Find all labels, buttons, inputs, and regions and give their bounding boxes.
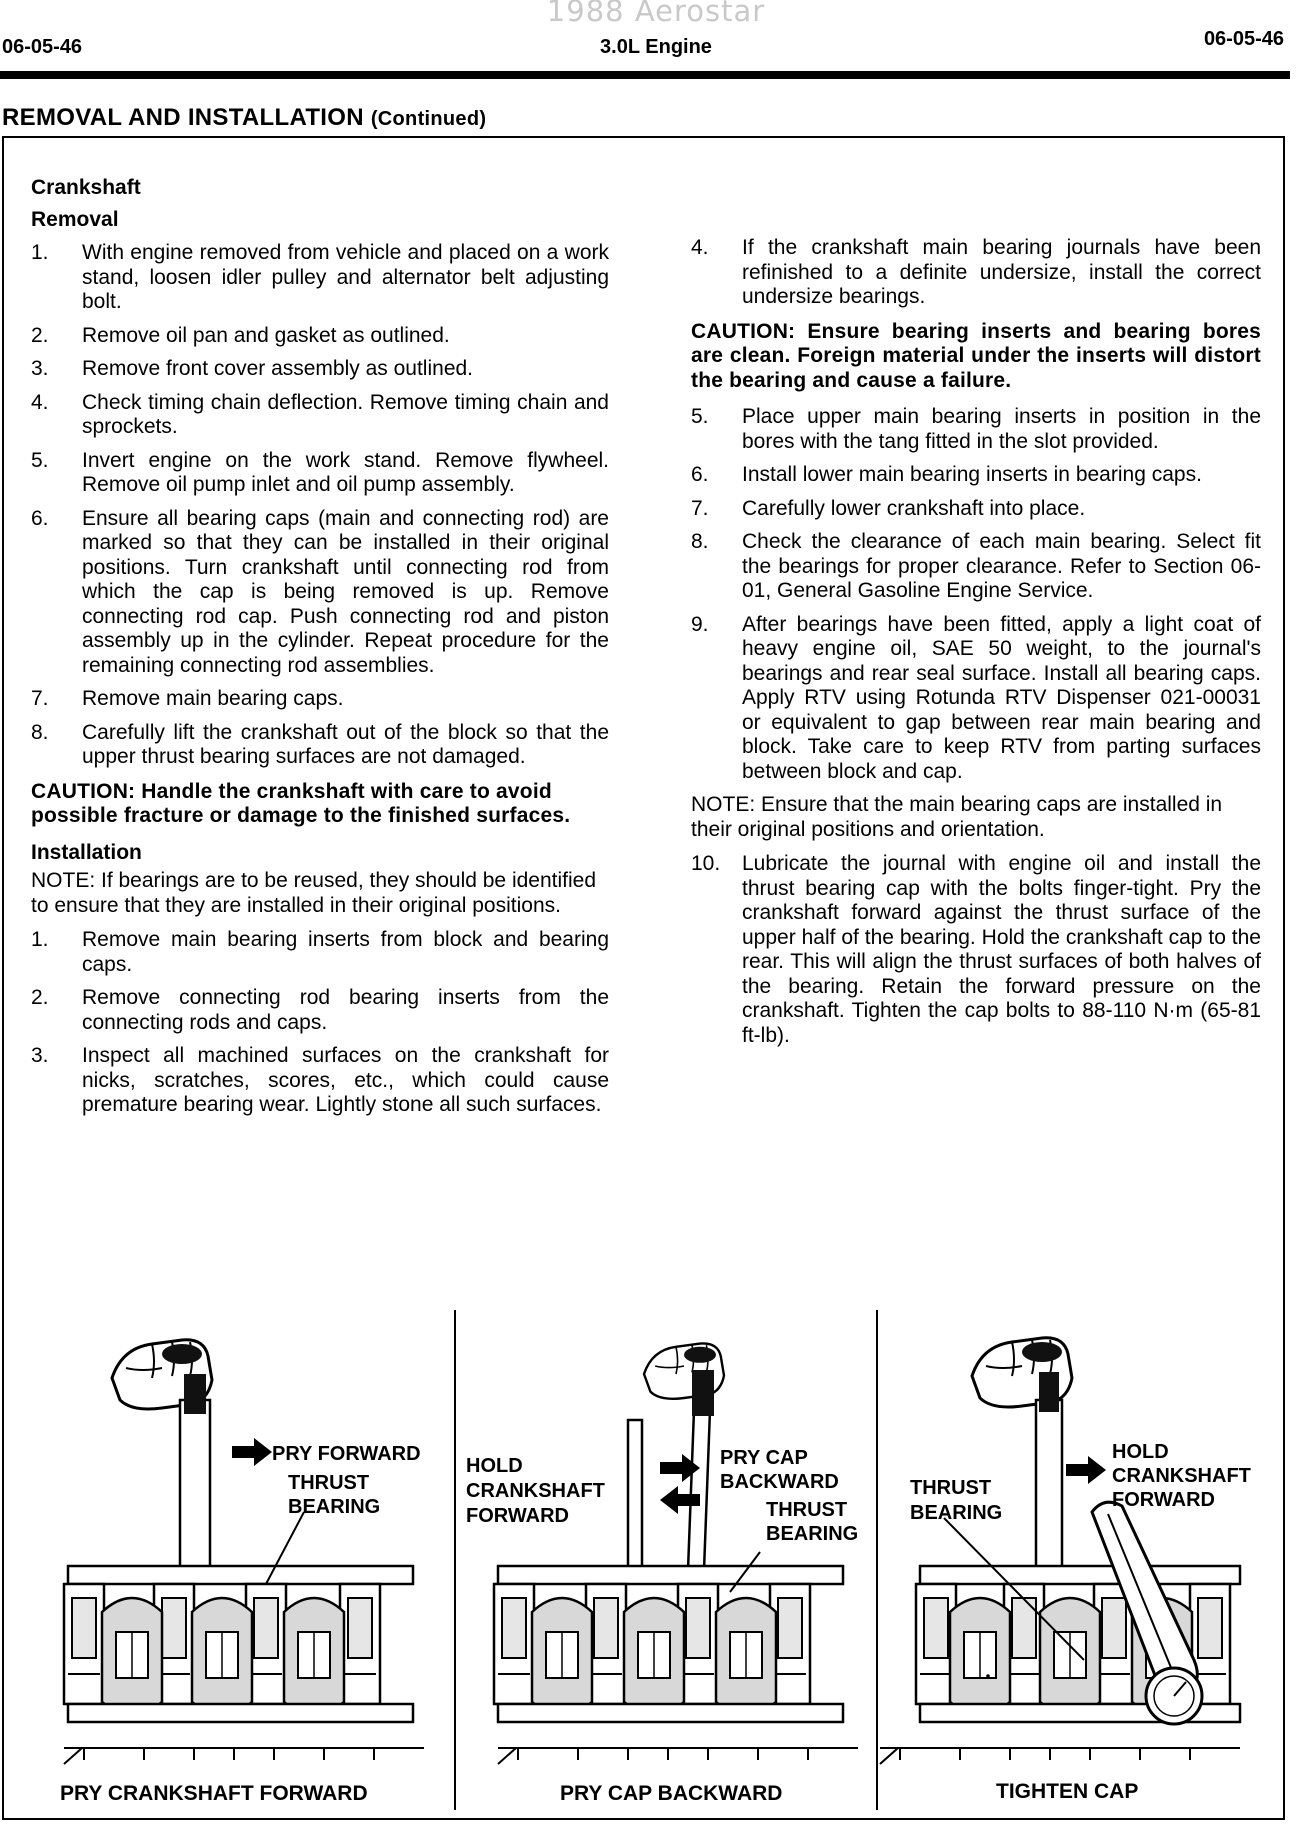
pry-bar-icon (688, 1410, 710, 1570)
step-text: Lubricate the journal with engine oil and install the thrust bearing cap with the bolts finger-tight. Pry the crankshaft forward against the thrust surface of the upper half of the bearing. Hold the crankshaft cap to the rear. This will align the thrust surfaces of both halves of the bearing. Retain the forward pressure on the crankshaft. Tighten the cap bolts to 88-110 N·m (65-81 ft-lb). (742, 852, 1261, 1047)
caption-tighten-cap: TIGHTEN CAP (996, 1780, 1139, 1803)
list-item (31, 986, 609, 1035)
list-item (691, 463, 1261, 488)
label-thrust: THRUST (766, 1499, 848, 1521)
ruler-icon (498, 1748, 858, 1764)
label-forward: FORWARD (466, 1505, 569, 1527)
removal-steps (31, 241, 609, 770)
step-number: 9. (691, 612, 709, 636)
label-hold: HOLD (466, 1455, 523, 1477)
list-item (691, 405, 1261, 454)
bar-handle-icon (184, 1374, 206, 1414)
list-item (31, 507, 609, 679)
bar-handle-icon (1039, 1372, 1059, 1412)
label-hold: HOLD (1112, 1441, 1169, 1463)
step-text: Remove connecting rod bearing inserts from the connecting rods and caps. (82, 986, 609, 1034)
step-4 (691, 236, 1261, 310)
step-text: Carefully lower crankshaft into place. (742, 496, 1086, 520)
list-item (31, 391, 609, 440)
step-text: Remove main bearing caps. (82, 687, 344, 710)
section-title (2, 104, 486, 132)
model-watermark: 1988 Aerostar (546, 0, 766, 28)
step-number: 3. (31, 1044, 49, 1067)
pry-bar-icon (1036, 1400, 1062, 1570)
ruler-icon (64, 1748, 424, 1764)
removal-heading: Removal (31, 207, 119, 231)
label-crankshaft: CRANKSHAFT (466, 1480, 605, 1502)
step-number: 8. (31, 720, 49, 744)
installation-steps (31, 928, 609, 1118)
step-text: Place upper main bearing inserts in position in the bores with the tang fitted in the slot provided. (742, 405, 1261, 453)
list-item (691, 236, 1261, 310)
ruler-icon (880, 1748, 1240, 1764)
step-text: Check timing chain deflection. Remove timing chain and sprockets. (82, 390, 609, 438)
step-number: 2. (31, 323, 49, 347)
figures-illustration (4, 1300, 1284, 1820)
step-text: Remove oil pan and gasket as outlined. (82, 323, 450, 347)
label-thrust: THRUST (288, 1472, 370, 1494)
pry-bar-icon (180, 1400, 210, 1570)
installation-heading: Installation (31, 840, 142, 864)
pry-bar-icon (628, 1420, 642, 1570)
page-number-left: 06-05-46 (2, 36, 83, 58)
list-item (31, 324, 609, 349)
step-text: Install lower main bearing inserts in bearing caps. (742, 463, 1202, 486)
label-crankshaft: CRANKSHAFT (1112, 1465, 1251, 1487)
step-text: After bearings have been fitted, apply a light coat of heavy engine oil, SAE 50 weight, to the journal's bearings and rear seal surface. Install all bearing caps. Apply RTV using Rotunda RTV Dispenser 021-00031 or equivalent to gap between rear main bearing and block. Take care to keep RTV from parting surfaces between block and cap. (742, 612, 1261, 783)
label-bearing: BEARING (910, 1502, 1003, 1524)
step-text: Remove front cover assembly as outlined. (82, 357, 474, 380)
label-backward: BACKWARD (720, 1471, 839, 1493)
list-item (691, 530, 1261, 604)
bar-handle-icon (692, 1370, 714, 1416)
figure-pry-crankshaft-forward (60, 1340, 424, 1805)
step-10 (691, 852, 1261, 1048)
step-number: 4. (691, 236, 709, 259)
section-title-suffix: (Continued) (370, 108, 487, 130)
list-item (691, 613, 1261, 785)
left-column (31, 176, 609, 1127)
step-number: 7. (31, 687, 49, 710)
reuse-note: NOTE: If bearings are to be reused, they should be identified to ensure that they are installed in their original positions. (31, 869, 597, 917)
right-column (691, 236, 1261, 1057)
step-number: 10. (691, 852, 721, 875)
figure-pry-cap-backward (466, 1343, 858, 1805)
figure-tighten-cap (880, 1338, 1251, 1803)
step-number: 6. (691, 463, 709, 486)
step-text: Ensure all bearing caps (main and connecting rod) are marked so that they can be installed in their original positions. Turn crankshaft until connecting rod from which the cap is being removed is up. Remove connecting rod cap. Push connecting rod and piston assembly up in the cylinder. Repeat procedure for the remaining connecting rod assemblies. (82, 506, 609, 677)
caption-pry-crankshaft-forward: PRY CRANKSHAFT FORWARD (60, 1782, 368, 1805)
arrow-right-icon (1066, 1456, 1106, 1484)
step-number: 3. (31, 357, 49, 380)
gauge-dial-icon (986, 1674, 990, 1678)
step-text: Carefully lift the crankshaft out of the block so that the upper thrust bearing surfaces are not damaged. (82, 720, 609, 768)
step-number: 4. (31, 390, 49, 414)
step-number: 2. (31, 986, 49, 1009)
bearing-caution: CAUTION: Ensure bearing inserts and bearing bores are clean. Foreign material under the inserts will distort the bearing and cause a failure. (691, 319, 1261, 392)
handle-caution: CAUTION: Handle the crankshaft with care to avoid possible fracture or damage to the finished surfaces. (31, 779, 571, 827)
orientation-note: NOTE: Ensure that the main bearing caps are installed in their original positions and orientation. (691, 793, 1223, 841)
step-number: 5. (31, 448, 49, 472)
label-thrust: THRUST (910, 1477, 992, 1499)
step-number: 8. (691, 530, 709, 553)
step-number: 1. (31, 928, 49, 951)
label-pry-cap: PRY CAP (720, 1447, 808, 1469)
engine-block-icon (64, 1566, 413, 1722)
step-number: 1. (31, 241, 49, 264)
step-number: 6. (31, 506, 49, 530)
page-number-right: 06-05-46 (1203, 28, 1284, 50)
step-text: If the crankshaft main bearing journals have been refinished to a definite undersize, install the correct undersize bearings. (742, 236, 1261, 308)
step-text: With engine removed from vehicle and placed on a work stand, loosen idler pulley and alternator belt adjusting bolt. (82, 241, 609, 313)
list-item (31, 357, 609, 382)
crankshaft-heading: Crankshaft (31, 176, 141, 199)
step-number: 5. (691, 405, 709, 428)
label-bearing: BEARING (288, 1496, 381, 1518)
section-title-text: REMOVAL AND INSTALLATION (2, 104, 364, 131)
list-item (31, 687, 609, 712)
list-item (691, 852, 1261, 1048)
page-title: 3.0L Engine (600, 36, 712, 58)
step-text: Remove main bearing inserts from block and bearing caps. (82, 928, 609, 976)
step-number: 7. (691, 496, 709, 520)
list-item (691, 497, 1261, 522)
step-text: Inspect all machined surfaces on the crankshaft for nicks, scratches, scores, etc., which could cause premature bearing wear. Lightly stone all such surfaces. (82, 1044, 609, 1116)
header-rule (0, 71, 1290, 79)
installation-steps-continued (691, 405, 1261, 784)
step-text: Check the clearance of each main bearing. Select fit the bearings for proper clearance. Refer to Section 06-01, General Gasoline Engine Service. (742, 530, 1261, 602)
label-bearing: BEARING (766, 1523, 859, 1545)
list-item (31, 241, 609, 315)
label-forward: FORWARD (1112, 1489, 1215, 1511)
caption-pry-cap-backward: PRY CAP BACKWARD (560, 1782, 783, 1805)
step-text: Invert engine on the work stand. Remove flywheel. Remove oil pump inlet and oil pump assembly. (82, 448, 609, 496)
list-item (31, 928, 609, 977)
list-item (31, 449, 609, 498)
list-item (31, 721, 609, 770)
label-pry-forward: PRY FORWARD (272, 1443, 421, 1465)
arrow-right-icon (232, 1438, 272, 1466)
engine-block-icon (494, 1566, 843, 1722)
list-item (31, 1044, 609, 1118)
